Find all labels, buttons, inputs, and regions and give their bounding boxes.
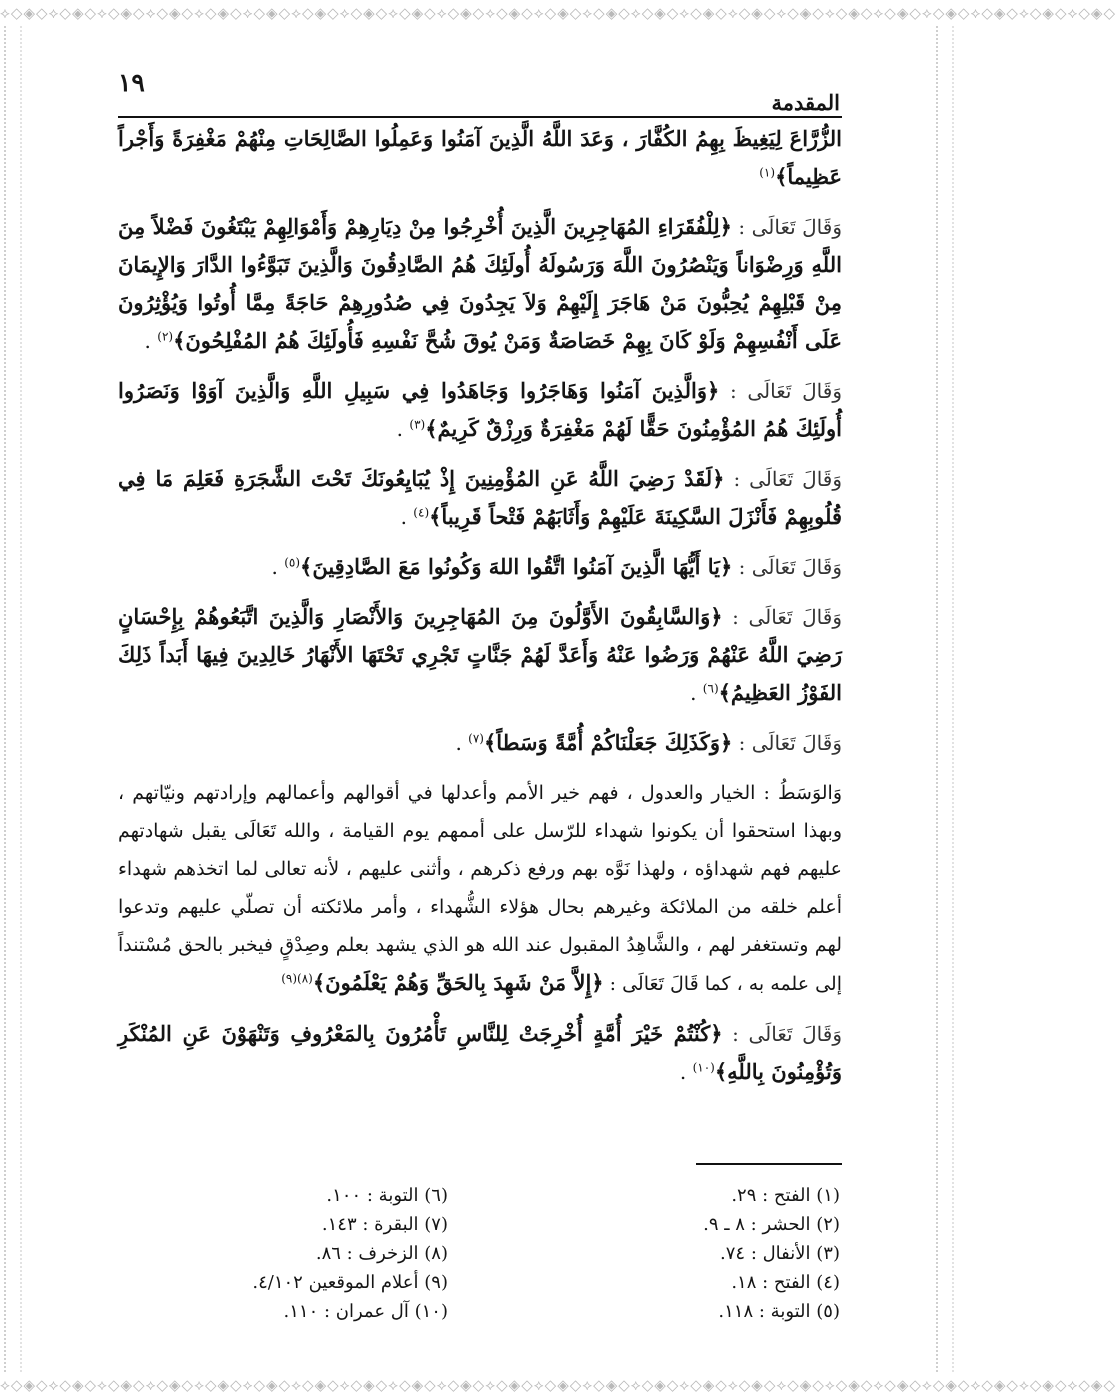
footnotes-right-column: [600, 1181, 840, 1326]
left-decorative-border: [4, 26, 22, 1372]
quran-verse: ﴿إِلاَّ مَنْ شَهِدَ بِالحَقِّ وَهُمْ يَعْلَمُونَ﴾: [312, 970, 604, 995]
footnote-item: (٩) أعلام الموقعين ٤/١٠٢.: [252, 1272, 448, 1293]
right-decorative-border: [936, 26, 954, 1372]
verse-intro: وَقَالَ تَعَالَى :: [732, 731, 842, 755]
verse-tail: .: [396, 417, 410, 441]
verse-intro: وَقَالَ تَعَالَى :: [719, 379, 842, 403]
page-number: ١٩: [118, 68, 145, 97]
footnotes-left-column: [148, 1181, 448, 1326]
footnote-item: (٥) التوبة : ١١٨.: [718, 1301, 840, 1322]
verse-tail: .: [271, 555, 285, 579]
footnote-marker: (٧): [468, 731, 484, 746]
quran-verse: ﴿كُنْتُمْ خَيْرَ أُمَّةٍ أُخْرِجَتْ لِلنَّاسِ تَأْمُرُونَ بِالمَعْرُوفِ وَتَنْهَوْنَ عَنِ المُنْكَرِ وَتُؤْمِنُونَ بِاللَّهِ﴾: [118, 1021, 842, 1084]
quran-verse: ﴿وَالَّذِينَ آمَنُوا وَهَاجَرُوا وَجَاهَدُوا فِي سَبِيلِ اللَّهِ وَالَّذِينَ آوَوْا وَنَصَرُوا أُولَئِكَ هُمُ المُؤْمِنُونَ حَقًّا لَهُمْ مَغْفِرَةٌ وَرِزْقٌ كَرِيمٌ﴾: [118, 378, 842, 441]
quran-verse: الزُّرَّاعَ لِيَغِيظَ بِهِمُ الكُفَّارَ ، وَعَدَ اللَّهُ الَّذِينَ آمَنُوا وَعَمِلُوا الصَّالِحَاتِ مِنْهُمْ مَغْفِرَةً وَأَجْراً عَظِيماً﴾: [118, 126, 842, 189]
footnote-item: (١٠) آل عمران : ١١٠.: [283, 1301, 448, 1322]
footnote-item: (٧) البقرة : ١٤٣.: [321, 1214, 448, 1235]
footnote-marker: (٤): [413, 505, 430, 520]
verse-intro: وَقَالَ تَعَالَى :: [722, 1022, 842, 1046]
quran-verse: ﴿لَقَدْ رَضِيَ اللَّهُ عَنِ المُؤْمِنِينَ إِذْ يُبَايِعُونَكَ تَحْتَ الشَّجَرَةِ فَعَلِمَ مَا فِي قُلُوبِهِمْ فَأَنْزَلَ السَّكِينَةَ عَلَيْهِمْ وَأَثَابَهُمْ فَتْحاً قَرِيباً﴾: [118, 466, 842, 529]
verse-intro: وَقَالَ تَعَالَى :: [722, 605, 842, 629]
verse-intro: وَقَالَ تَعَالَى :: [724, 467, 843, 491]
quran-verse: ﴿يَا أَيُّهَا الَّذِينَ آمَنُوا اتَّقُوا اللهَ وَكُونُوا مَعَ الصَّادِقِينَ﴾: [300, 554, 733, 579]
verse-intro: وَقَالَ تَعَالَى :: [732, 555, 842, 579]
quran-verse: ﴿وَالسَّابِقُونَ الأَوَّلُونَ مِنَ المُهَاجِرِينَ وَالأَنْصَارِ وَالَّذِينَ اتَّبَعُوهُمْ بِإِحْسَانٍ رَضِيَ اللَّهُ عَنْهُمْ وَرَضُوا عَنْهُ وَأَعَدَّ لَهُمْ جَنَّاتٍ تَجْرِي تَحْتَهَا الأَنْهَارُ خَالِدِينَ فِيهَا أَبَداً ذَلِكَ الفَوْزُ العَظِيمُ﴾: [118, 604, 842, 705]
footnote-marker: (٣): [409, 417, 426, 432]
verse-tail: .: [400, 505, 414, 529]
verse-paragraph-3: [118, 372, 842, 448]
verse-paragraph-7: [118, 724, 842, 762]
verse-paragraph-2: [118, 208, 842, 360]
running-head: المقدمة: [771, 90, 840, 115]
header-rule: [118, 116, 842, 118]
footnote-marker: (٦): [702, 681, 719, 696]
verse-intro: وَقَالَ تَعَالَى :: [731, 215, 842, 239]
main-text: [118, 120, 842, 1103]
prose-text: وَالوَسَطُ : الخيار والعدول ، فهم خير الأمم وأعدلها في أقوالهم وأعمالهم وإرادتهم ونيّاتهم ، وبهذا استحقوا أن يكونوا شهداء للرّسل على أممهم يوم القيامة ، والله تَعَالَى يقبل شهادتهم عليهم فهم شهداؤه ، ولهذا نَوَّه بهم ورفع ذكرهم ، وأثنى عليهم ، لأنه تعالى لما اتخذهم شهداء أعلم خلقه من الملائكة وغيرهم بحال هؤلاء الشُّهداء ، وأمر ملائكته أن تصلّي عليهم وتدعوا لهم وتستغفر لهم ، والشَّاهِدُ المقبول عند الله هو الذي يشهد بعلم وصِدْقٍ فيخبر بالحق مُسْتنداً إلى علمه به ، كما قَالَ تَعَالَى :: [118, 782, 842, 995]
footnote-marker: (١): [759, 165, 776, 180]
verse-paragraph-last: [118, 1015, 842, 1091]
footnote-item: (٦) التوبة : ١٠٠.: [326, 1185, 448, 1206]
verse-paragraph-4: [118, 460, 842, 536]
footnote-marker: (٥): [284, 555, 301, 570]
footnote-marker: (١٠): [692, 1060, 715, 1075]
wasat-paragraph: [118, 774, 842, 1003]
verse-tail: .: [144, 329, 158, 353]
footnote-item: (٣) الأنفال : ٧٤.: [720, 1243, 840, 1264]
footnote-item: (٤) الفتح : ١٨.: [731, 1272, 840, 1293]
footnote-item: (٨) الزخرف : ٨٦.: [315, 1243, 448, 1264]
footnote-item: (١) الفتح : ٢٩.: [731, 1185, 840, 1206]
verse-paragraph-1: [118, 120, 842, 196]
verse-tail: .: [679, 1060, 693, 1084]
verse-tail: .: [690, 681, 703, 705]
verse-tail: .: [455, 731, 469, 755]
footnote-item: (٢) الحشر : ٨ ـ ٩.: [703, 1214, 840, 1235]
top-decorative-border: ⟡◇◈◇⟡◇◈◇⟡◇◈◇⟡◇◈◇⟡◇◈◇⟡◇◈◇⟡◇◈◇⟡◇◈◇⟡◇◈◇⟡◇◈◇⟡◇◈◇⟡◇◈◇⟡◇◈◇⟡◇◈◇⟡◇◈◇⟡◇◈◇⟡◇◈◇⟡◇◈◇⟡◇◈◇⟡◇◈◇⟡◇◈◇⟡◇◈◇⟡◇◈◇: [0, 4, 1116, 22]
footnote-marker: (٢): [157, 329, 174, 344]
quran-verse: ﴿لِلْفُقَرَاءِ المُهَاجِرِينَ الَّذِينَ أُخْرِجُوا مِنْ دِيَارِهِمْ وَأَمْوَالِهِمْ يَبْتَغُونَ فَضْلاً مِنَ اللَّهِ وَرِضْوَاناً وَيَنْصُرُونَ اللَّهَ وَرَسُولَهُ أُولَئِكَ هُمُ الصَّادِقُونَ وَالَّذِينَ تَبَوَّءُوا الدَّارَ وَالإِيمَانَ مِنْ قَبْلِهِمْ يُحِبُّونَ مَنْ هَاجَرَ إِلَيْهِمْ وَلاَ يَجِدُونَ فِي صُدُورِهِمْ حَاجَةً مِمَّا أُوتُوا وَيُؤْثِرُونَ عَلَى أَنْفُسِهِمْ وَلَوْ كَانَ بِهِمْ خَصَاصَةٌ وَمَنْ يُوقَ شُحَّ نَفْسِهِ فَأُولَئِكَ هُمُ المُفْلِحُونَ﴾: [118, 214, 842, 353]
footnote-marker: (٨)(٩): [281, 971, 313, 986]
bottom-decorative-border: ⟡◇◈◇⟡◇◈◇⟡◇◈◇⟡◇◈◇⟡◇◈◇⟡◇◈◇⟡◇◈◇⟡◇◈◇⟡◇◈◇⟡◇◈◇⟡◇◈◇⟡◇◈◇⟡◇◈◇⟡◇◈◇⟡◇◈◇⟡◇◈◇⟡◇◈◇⟡◇◈◇⟡◇◈◇⟡◇◈◇⟡◇◈◇⟡◇◈◇⟡◇◈◇: [0, 1376, 1116, 1394]
verse-paragraph-6: [118, 598, 842, 712]
verse-paragraph-5: [118, 548, 842, 586]
quran-verse: ﴿وَكَذَلِكَ جَعَلْنَاكُمْ أُمَّةً وَسَطاً﴾: [483, 730, 733, 755]
footnote-separator: [696, 1163, 842, 1165]
